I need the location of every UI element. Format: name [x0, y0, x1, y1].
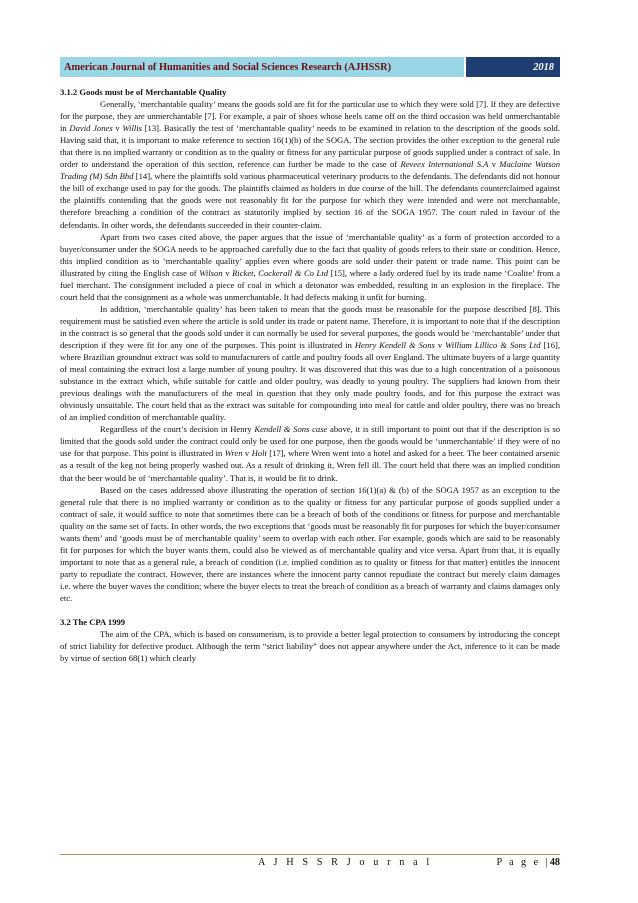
case-name: Ricket, Cockerall & Co Ltd	[232, 267, 329, 278]
case-name: Willis	[122, 123, 142, 134]
paragraph: Based on the cases addressed above illustrating the operation of section 16(1)(a) & (b) of the SOGA 1957 as an exception to the general rule that there is no implied warranty or condition as to the quality or fitness for any particular purpose of goods supplied under a contract of sale, it would suffice to note that sometimes there can be a breach of both of the conditions or fitness for purpose and merchantable quality on the same set of facts. In other words, the two exceptions that ‘goods must be reasonably fit for purposes for which the buyer/consumer wants them’ and ‘goods must be of merchantable quality’ seem to overlap with each other. For example, goods which are said to be reasonably fit for purposes for which the buyer wants them, could also be viewed as of merchantable quality and vice versa. Apart from that, it is equally important to note that as a general rule, a breach of condition (i.e. implied condition as to quality or fitness for that matter) entitles the innocent party to repudiate the contract. However, there are instances where the innocent party cannot repudiate the contract but merely claim damages i.e. where the buyer waves the condition; where the buyer elects to treat the breach of condition as a breach of warranty and claims damages only etc.	[60, 484, 560, 603]
footer-page-label: P a g e |	[496, 857, 550, 868]
footer-journal-name: A J H S S R J o u r n a l	[258, 857, 433, 868]
versus: v	[434, 339, 446, 350]
paragraph: The aim of the CPA, which is based on consumerism, is to provide a better legal protection to consumers by introducing the concept of strict liability for defective product. Although the term “strict liability” does not appear anywhere under the Act, inference to it can be made by virtue of section 68(1) which clearly	[60, 629, 560, 664]
case-name: Maclaine Watson Trading (M) Sdn Bhd	[60, 159, 561, 182]
paragraph-text: Generally, ‘merchantable quality’ means the goods sold are fit for the particular use to which they were sold [7]. If they are defective for the purpose, they are unmerchantable [7]. For example, a pair of shoes whose heels came off on the third occasion was held unmerchantable in	[60, 99, 560, 134]
section-spacer	[60, 604, 560, 616]
paragraph-text: Regardless of the court’s decision in Henry	[100, 424, 255, 435]
journal-header	[60, 57, 560, 77]
case-name: Reveex International S.A	[400, 159, 489, 170]
journal-year: 2018	[464, 57, 560, 77]
paragraph-text: [16], where Brazilian groundnut extract was sold to manufacturers of cattle and poultry foods all over England. The ultimate buyers of a large quantity of meal containing the extract lost a large number of young poultry. It was discovered that this was due to a high concentration of a poisonous substance in the extract which, while suitable for cattle and older poultry, was deadly to young poultry. The suppliers had known from their previous dealings with the manufacturers of the meal in question that they only made poultry foods, and for this purpose the extract was obviously unsuitable. The court held that as the extract was suitable for compounding into meal for cattle and older poultry, there was no breach of an implied condition of merchantable quality.	[60, 339, 560, 423]
case-name: Wren	[224, 448, 243, 459]
paragraph	[60, 303, 560, 423]
paragraph	[60, 423, 560, 483]
footer-page-number	[497, 857, 560, 868]
case-name: Wilson	[199, 267, 223, 278]
case-name: William Lillico & Sons Ltd	[445, 339, 541, 350]
section-heading-3-2: 3.2 The CPA 1999	[60, 617, 126, 628]
paragraph-text: [13]. Basically the test of ‘merchantable quality’ needs to be examined in relation to the description of the goods sold. Having said that, it is important to make reference to section 16(1)(b) of the SOGA. The section provides the other exception to the general rule that there is no implied warranty or condition as to the quality or fitness for any particular purpose of goods supplied under a contract of sale. In order to understand the operation of this section, reference can further be made to the case of	[60, 123, 560, 170]
paragraph	[60, 98, 560, 231]
paragraph-text: [14], where the plaintiffs sold various pharmaceutical veterinary products to the defendants. The defendants did not honour the bill of exchange used to pay for the goods. The plaintiffs claimed as holders in due course of the bill. The defendants counterclaimed against the plaintiffs contending that the goods were not reasonably fit for the purpose for which they were intended and were not merchantable, therefore breaching a condition of the contract as statutorily implied by section 16 of the SOGA 1957. The court ruled in favour of the defendants. In other words, the defendants succeeded in their counter-claim.	[60, 171, 560, 230]
journal-title: American Journal of Humanities and Social Sciences Research (AJHSSR)	[60, 57, 464, 77]
section-heading-3-1-2: 3.1.2 Goods must be of Merchantable Quality	[60, 87, 227, 97]
versus: v	[488, 159, 500, 170]
case-name: Holt	[251, 448, 267, 459]
versus: v	[222, 267, 233, 278]
page-footer	[60, 854, 560, 869]
paragraph-text: In addition, ‘merchantable quality’ has been taken to mean that the goods must be reasonable for the purpose described [8]. This requirement must be satisfied even where the article is sold under its trade or patent name. Therefore, it is important to note that if the description in the contract is so general that the goods sold under it can normally be used for several purposes, the goods would be ‘merchantable’ under that description if they were fit for any one of the purposes. This point is illustrated in	[60, 303, 560, 350]
article-body	[60, 86, 560, 664]
case-name: Henry Kendell & Sons	[354, 339, 435, 350]
paragraph-text: [15], where a lady ordered fuel by its trade name ‘Coalite’ from a fuel merchant. The consignment included a piece of coal in which a detonator was embedded, resulting in an explosion in the fireplace. The court held that the consignment as a whole was unmerchantable. It had defects making it unfit for burning.	[60, 267, 561, 302]
versus: v	[112, 123, 123, 134]
case-name: David Jones	[69, 123, 113, 134]
versus: v	[242, 448, 252, 459]
paragraph-text: [17], where Wren went into a hotel and asked for a beer. The beer contained arsenic as a result of the keg not being properly washed out. As a result of drinking it, Wren fell ill. The court held that there was an implied condition that the beer would be of ‘merchantable quality’. That is, it would be fit to drink.	[60, 448, 561, 483]
paragraph-text: Apart from two cases cited above, the paper argues that the issue of ‘merchantable quality’ as a form of protection accorded to a buyer/consumer under the SOGA needs to be approached carefully due to the fact that quality of goods refers to their state or condition. Hence, this implied condition as to ‘merchantable quality’ applies even where goods are sold under their patent or trade name. This point can be illustrated by citing the English case of	[60, 231, 560, 278]
paragraph	[60, 231, 560, 303]
case-name: Kendell & Sons case	[254, 424, 328, 435]
page-number: 48	[549, 857, 560, 868]
paragraph-text: above, it is still important to point out that if the description is so limited that the goods sold under the contract could only be used for one purpose, then the goods would be ‘unmerchantable’ if they were of no use for that purpose. This point is illustrated in	[60, 424, 560, 459]
